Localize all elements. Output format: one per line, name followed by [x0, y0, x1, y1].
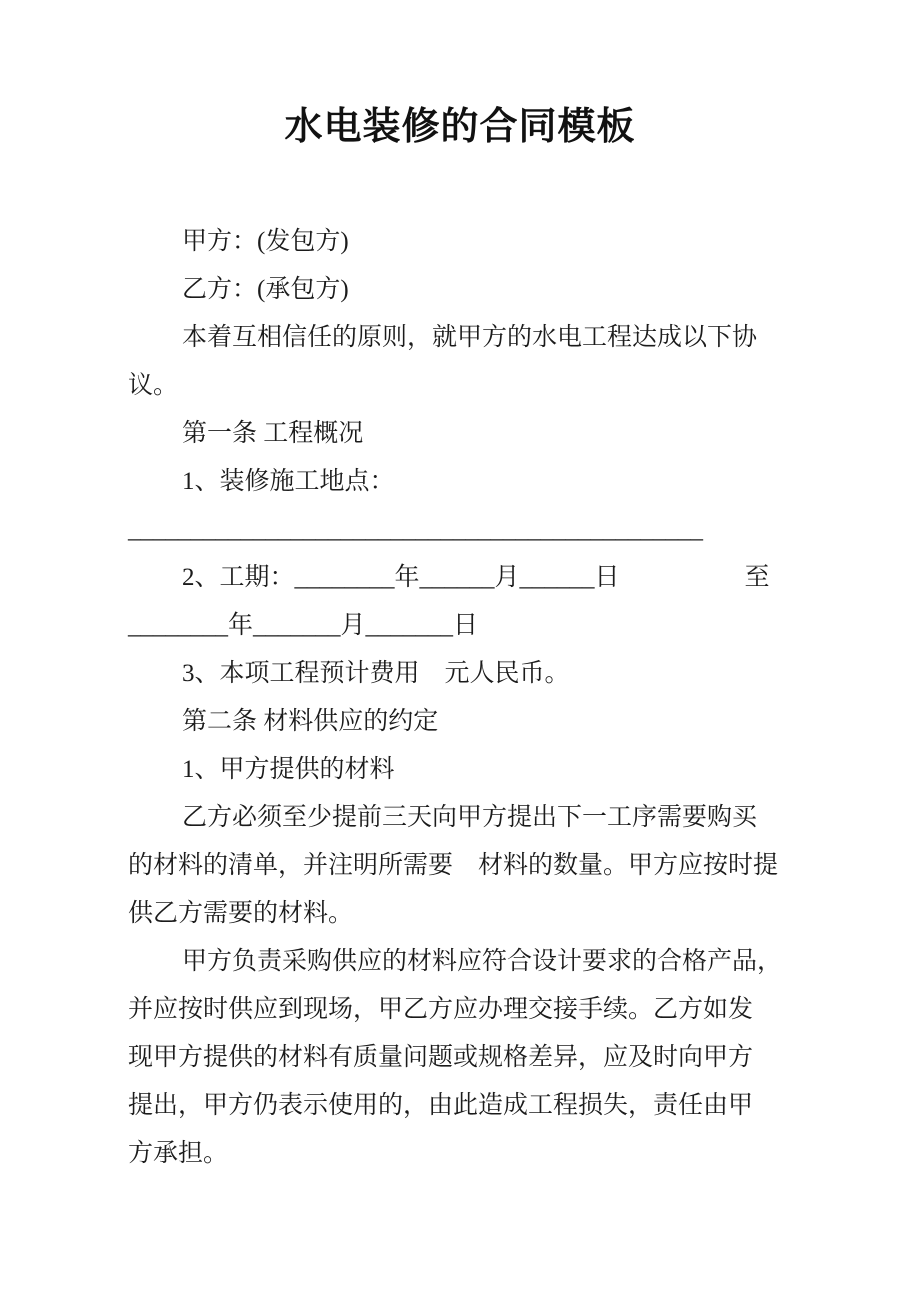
document-body	[128, 218, 808, 1178]
article-1-heading: 第一条 工程概况	[182, 420, 364, 447]
party-a-label: 甲方：(发包方)	[182, 228, 349, 255]
clause-2-1-para-1-line-1: 乙方必须至少提前三天向甲方提出下一工序需要购买	[182, 804, 758, 831]
clause-2-1-para-2-line-3: 现甲方提供的材料有质量问题或规格差异，应及时向甲方	[128, 1044, 754, 1071]
clause-1-2-duration-line-2: ________年_______月_______日	[128, 612, 479, 639]
article-2-heading: 第二条 材料供应的约定	[182, 708, 439, 735]
document-title: 水电装修的合同模板	[284, 106, 636, 148]
clause-2-1-para-2-line-5: 方承担。	[128, 1140, 229, 1167]
clause-1-2-duration-line-1: 2、工期：________年______月______日 至	[182, 564, 770, 591]
clause-2-1-para-2-line-2: 并应按时供应到现场，甲乙方应办理交接手续。乙方如发	[128, 996, 754, 1023]
clause-2-1-heading: 1、甲方提供的材料	[182, 756, 395, 783]
clause-2-1-para-1-line-2: 的材料的清单，并注明所需要 材料的数量。甲方应按时提	[128, 852, 779, 879]
clause-2-1-para-1-line-3: 供乙方需要的材料。	[128, 900, 354, 927]
clause-2-1-para-2-line-1: 甲方负责采购供应的材料应符合设计要求的合格产品，	[182, 948, 783, 975]
blank-fill-line: ______________________________________________	[128, 516, 703, 543]
clause-1-3-cost: 3、本项工程预计费用 元人民币。	[182, 660, 570, 687]
preamble-line-2: 议。	[128, 372, 179, 399]
preamble-line-1: 本着互相信任的原则，就甲方的水电工程达成以下协	[182, 324, 758, 351]
party-b-label: 乙方：(承包方)	[182, 276, 349, 303]
clause-1-1-location: 1、装修施工地点：	[182, 468, 395, 495]
clause-2-1-para-2-line-4: 提出，甲方仍表示使用的，由此造成工程损失，责任由甲	[128, 1092, 754, 1119]
